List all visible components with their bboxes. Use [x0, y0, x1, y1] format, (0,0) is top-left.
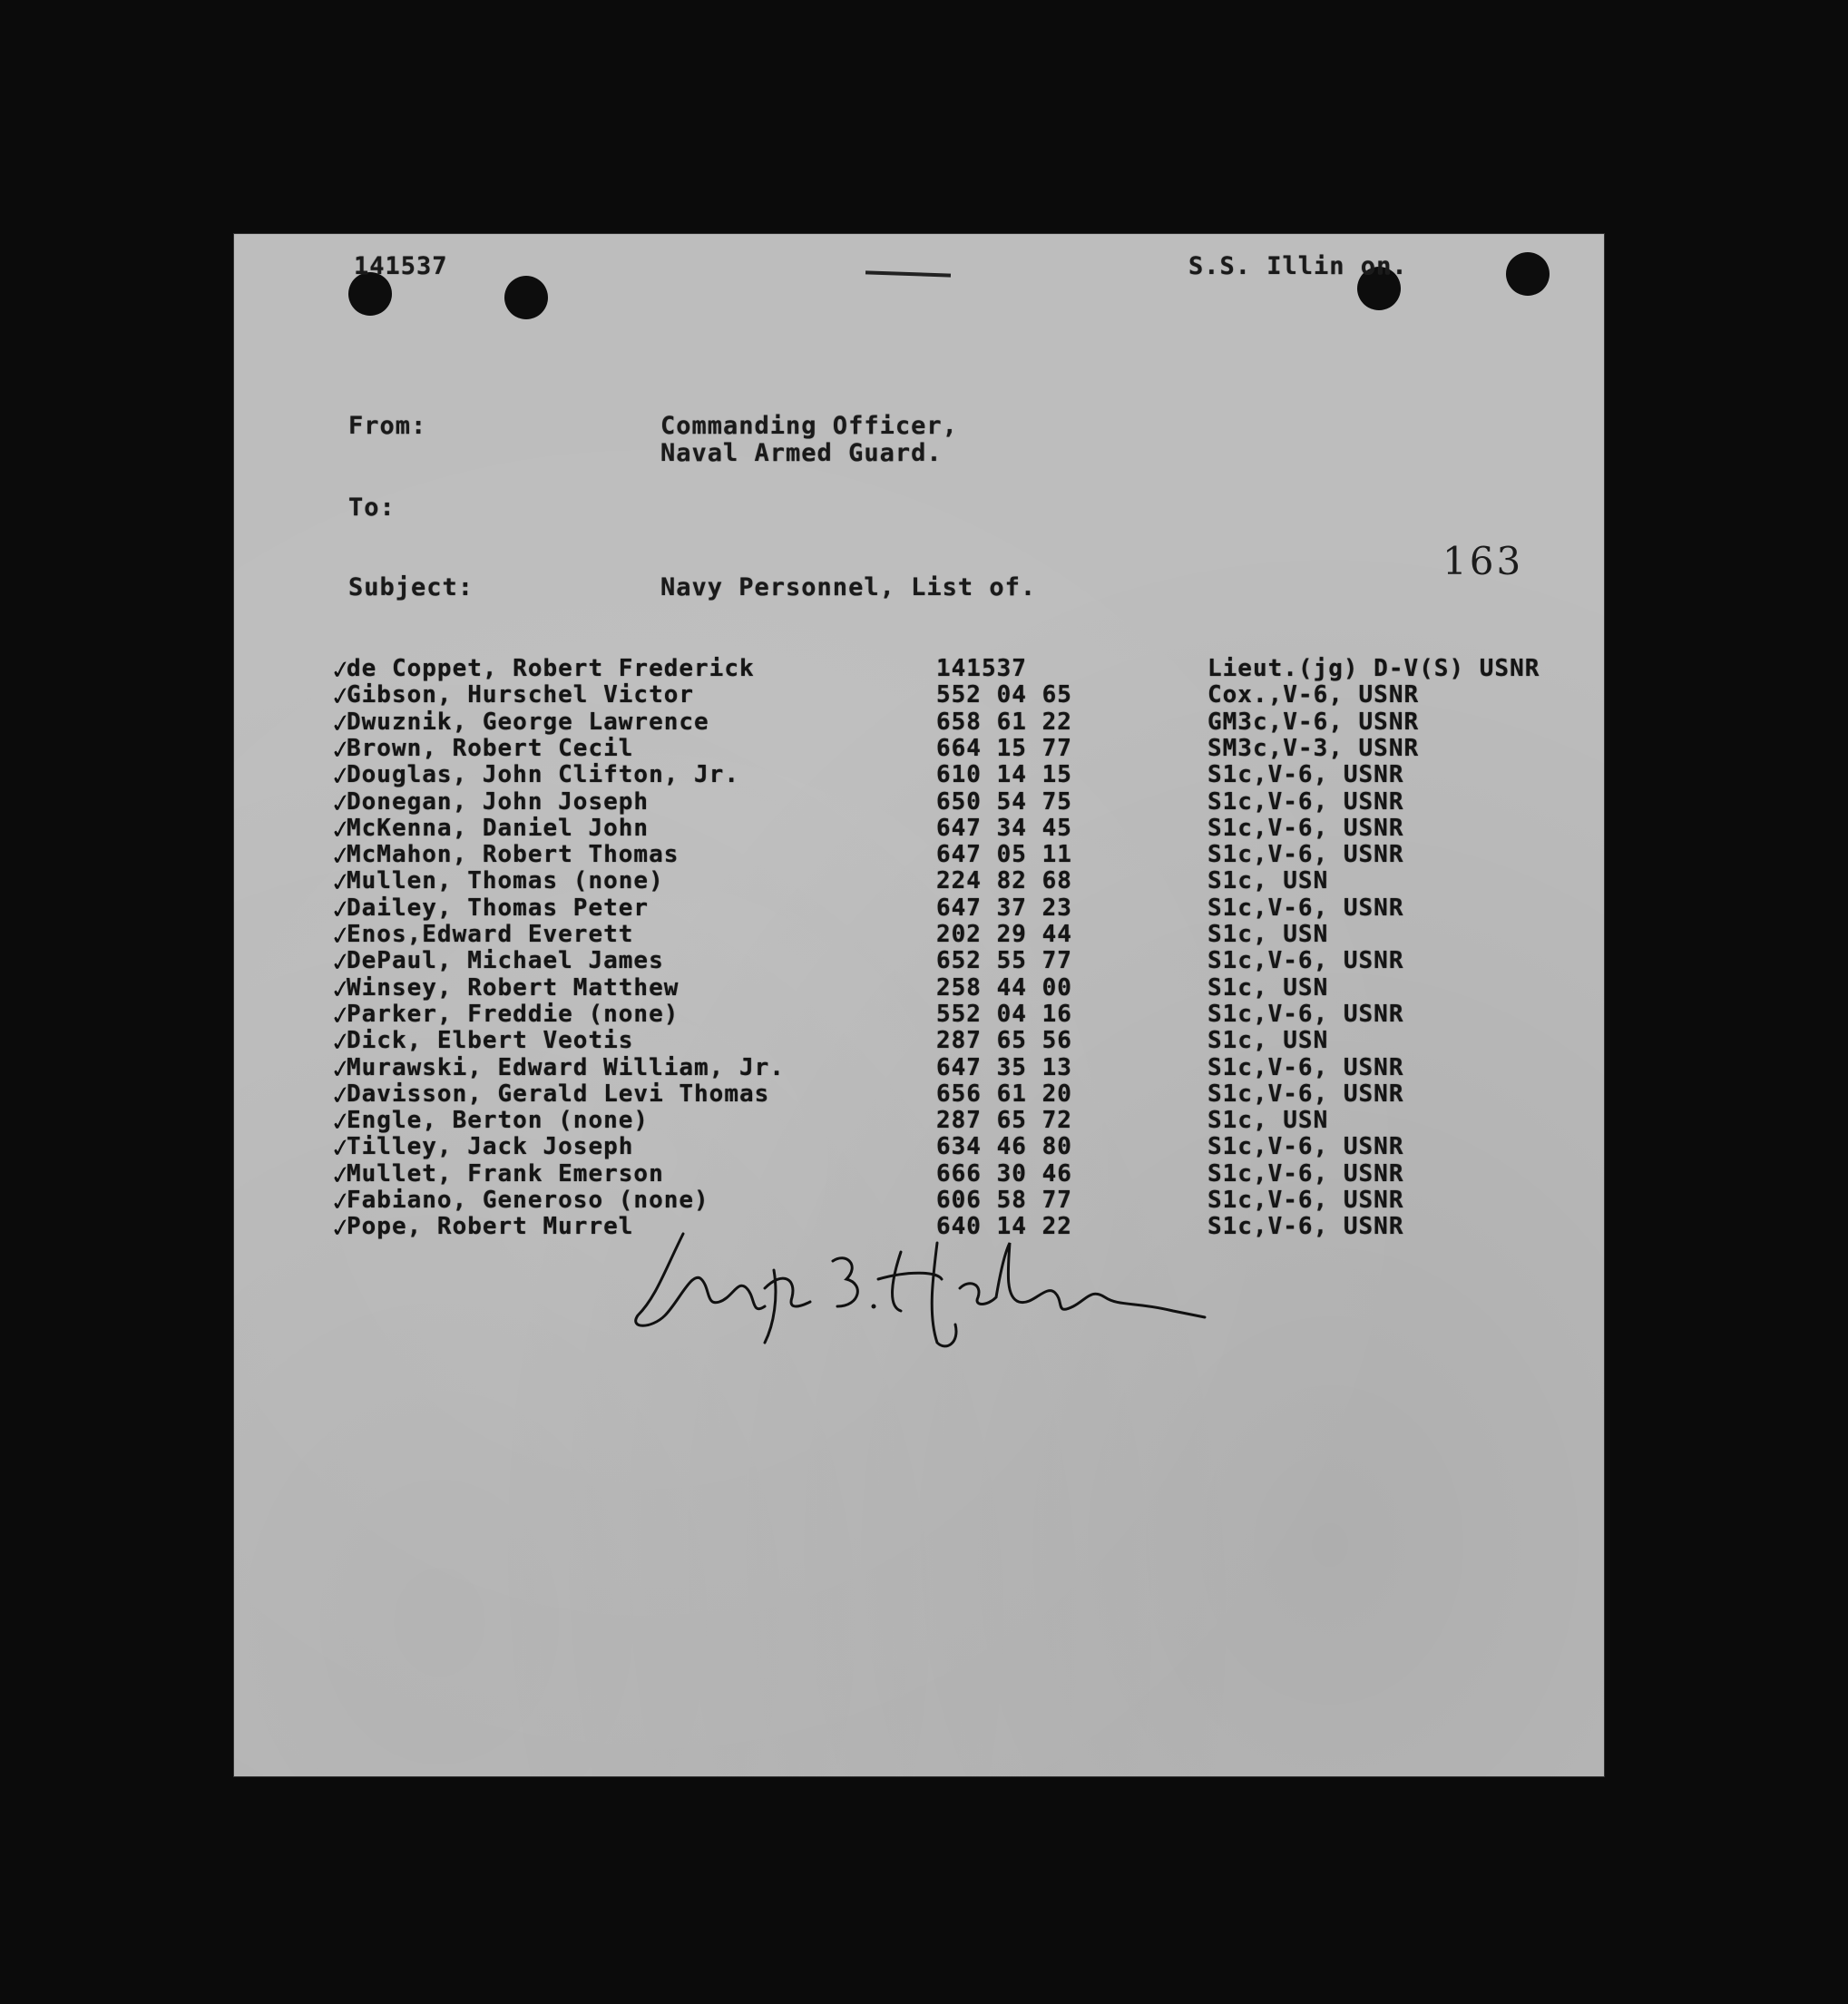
service-number: 666 30 46 [936, 1159, 1072, 1188]
rank-rating: S1c,V-6, USNR [1208, 1187, 1404, 1214]
checkmark-icon: ✓ [328, 865, 354, 899]
from-label: From: [348, 412, 427, 440]
personnel-name: DePaul, Michael James [347, 947, 664, 975]
service-number: 650 54 75 [936, 787, 1072, 816]
service-number: 552 04 65 [936, 681, 1072, 709]
checkmark-icon: ✓ [328, 973, 354, 1006]
rank-rating: S1c, USN [1208, 921, 1329, 948]
to-label: To: [348, 494, 396, 522]
checkmark-icon: ✓ [328, 1052, 354, 1085]
personnel-name: Brown, Robert Cecil [347, 734, 634, 762]
service-number: 287 65 72 [936, 1107, 1072, 1135]
personnel-row [234, 759, 1604, 793]
rank-rating: S1c,V-6, USNR [1208, 1159, 1404, 1188]
checkmark-icon: ✓ [328, 707, 354, 740]
signature [629, 1216, 1209, 1352]
from-line-1: Commanding Officer, [660, 412, 958, 440]
pencil-mark [865, 270, 951, 277]
service-number: 606 58 77 [936, 1187, 1072, 1214]
personnel-row [234, 707, 1604, 740]
personnel-row [234, 787, 1604, 819]
rank-rating: S1c,V-6, USNR [1208, 1000, 1404, 1028]
rank-rating: S1c,V-6, USNR [1208, 1053, 1404, 1081]
checkmark-icon: ✓ [328, 839, 354, 873]
personnel-row [234, 1131, 1604, 1165]
personnel-name: Dick, Elbert Veotis [347, 1027, 634, 1055]
checkmark-icon: ✓ [328, 1211, 354, 1245]
personnel-name: de Coppet, Robert Frederick [347, 655, 755, 682]
rank-rating: S1c, USN [1208, 867, 1329, 895]
personnel-name: McMahon, Robert Thomas [347, 841, 680, 869]
checkmark-icon: ✓ [328, 1158, 354, 1192]
rank-rating: Lieut.(jg) D-V(S) USNR [1208, 655, 1540, 682]
subject-label: Subject: [348, 573, 474, 601]
personnel-row [234, 733, 1604, 767]
checkmark-icon: ✓ [328, 893, 354, 926]
service-number: 224 82 68 [936, 867, 1072, 895]
personnel-name: Douglas, John Clifton, Jr. [347, 761, 739, 789]
personnel-row [234, 999, 1604, 1032]
service-number: 634 46 80 [936, 1133, 1072, 1161]
document-page [234, 234, 1604, 1776]
service-number: 640 14 22 [936, 1213, 1072, 1241]
rank-rating: S1c,V-6, USNR [1208, 814, 1404, 842]
service-number: 647 34 45 [936, 814, 1072, 842]
service-number: 610 14 15 [936, 761, 1072, 789]
service-number: 664 15 77 [936, 734, 1072, 762]
rank-rating: S1c,V-6, USNR [1208, 1080, 1404, 1108]
personnel-row [234, 865, 1604, 899]
ship-name: S.S. Illin on. [1188, 252, 1408, 280]
checkmark-icon: ✓ [328, 1105, 354, 1139]
service-number: 287 65 56 [936, 1027, 1072, 1055]
personnel-name: McKenna, Daniel John [347, 814, 650, 842]
personnel-row [234, 1052, 1604, 1085]
personnel-name: Engle, Berton (none) [347, 1107, 650, 1135]
personnel-row [234, 813, 1604, 846]
personnel-name: Mullen, Thomas (none) [347, 867, 664, 895]
subject-value: Navy Personnel, List of. [660, 573, 1037, 601]
personnel-name: Donegan, John Joseph [347, 787, 650, 816]
personnel-name: Pope, Robert Murrel [347, 1213, 634, 1241]
punch-hole-2 [504, 276, 548, 319]
rank-rating: S1c,V-6, USNR [1208, 1133, 1404, 1161]
service-number: 658 61 22 [936, 708, 1072, 736]
service-number: 652 55 77 [936, 947, 1072, 975]
personnel-name: Murawski, Edward William, Jr. [347, 1053, 785, 1081]
personnel-row [234, 919, 1604, 953]
service-number: 552 04 16 [936, 1000, 1072, 1028]
service-number: 202 29 44 [936, 921, 1072, 948]
checkmark-icon: ✓ [328, 945, 354, 979]
personnel-row [234, 973, 1604, 1006]
checkmark-icon: ✓ [328, 679, 354, 713]
personnel-name: Dwuznik, George Lawrence [347, 708, 709, 736]
personnel-name: Enos,Edward Everett [347, 921, 634, 948]
service-number: 141537 [936, 655, 1027, 682]
checkmark-icon: ✓ [328, 787, 354, 819]
checkmark-icon: ✓ [328, 919, 354, 953]
punch-hole-4 [1506, 252, 1550, 296]
personnel-row [234, 1025, 1604, 1059]
page-number: 163 [1442, 539, 1524, 583]
rank-rating: S1c,V-6, USNR [1208, 894, 1404, 922]
checkmark-icon: ✓ [328, 1079, 354, 1112]
rank-rating: S1c,V-6, USNR [1208, 841, 1404, 869]
rank-rating: S1c,V-6, USNR [1208, 761, 1404, 789]
personnel-row [234, 679, 1604, 713]
file-number: 141537 [354, 252, 448, 280]
checkmark-icon: ✓ [328, 653, 354, 687]
checkmark-icon: ✓ [328, 759, 354, 793]
personnel-name: Parker, Freddie (none) [347, 1000, 680, 1028]
from-line-2: Naval Armed Guard. [660, 439, 943, 467]
personnel-name: Gibson, Hurschel Victor [347, 681, 695, 709]
personnel-row [234, 1105, 1604, 1139]
rank-rating: Cox.,V-6, USNR [1208, 681, 1420, 709]
rank-rating: S1c,V-6, USNR [1208, 1213, 1404, 1241]
checkmark-icon: ✓ [328, 1185, 354, 1218]
personnel-row [234, 653, 1604, 687]
personnel-row [234, 1185, 1604, 1218]
rank-rating: S1c, USN [1208, 973, 1329, 1002]
personnel-row [234, 1158, 1604, 1192]
rank-rating: S1c, USN [1208, 1107, 1329, 1135]
rank-rating: S1c,V-6, USNR [1208, 787, 1404, 816]
checkmark-icon: ✓ [328, 1025, 354, 1059]
checkmark-icon: ✓ [328, 1131, 354, 1165]
rank-rating: S1c, USN [1208, 1027, 1329, 1055]
rank-rating: GM3c,V-6, USNR [1208, 708, 1420, 736]
personnel-name: Mullet, Frank Emerson [347, 1159, 664, 1188]
service-number: 647 37 23 [936, 894, 1072, 922]
rank-rating: S1c,V-6, USNR [1208, 947, 1404, 975]
checkmark-icon: ✓ [328, 813, 354, 846]
personnel-row [234, 1079, 1604, 1112]
personnel-row [234, 945, 1604, 979]
personnel-name: Winsey, Robert Matthew [347, 973, 680, 1002]
personnel-name: Davisson, Gerald Levi Thomas [347, 1080, 770, 1108]
checkmark-icon: ✓ [328, 999, 354, 1032]
rank-rating: SM3c,V-3, USNR [1208, 734, 1420, 762]
service-number: 656 61 20 [936, 1080, 1072, 1108]
personnel-name: Fabiano, Generoso (none) [347, 1187, 709, 1214]
personnel-row [234, 893, 1604, 926]
personnel-name: Tilley, Jack Joseph [347, 1133, 634, 1161]
service-number: 647 05 11 [936, 841, 1072, 869]
personnel-row [234, 839, 1604, 873]
personnel-name: Dailey, Thomas Peter [347, 894, 650, 922]
checkmark-icon: ✓ [328, 733, 354, 767]
service-number: 258 44 00 [936, 973, 1072, 1002]
service-number: 647 35 13 [936, 1053, 1072, 1081]
